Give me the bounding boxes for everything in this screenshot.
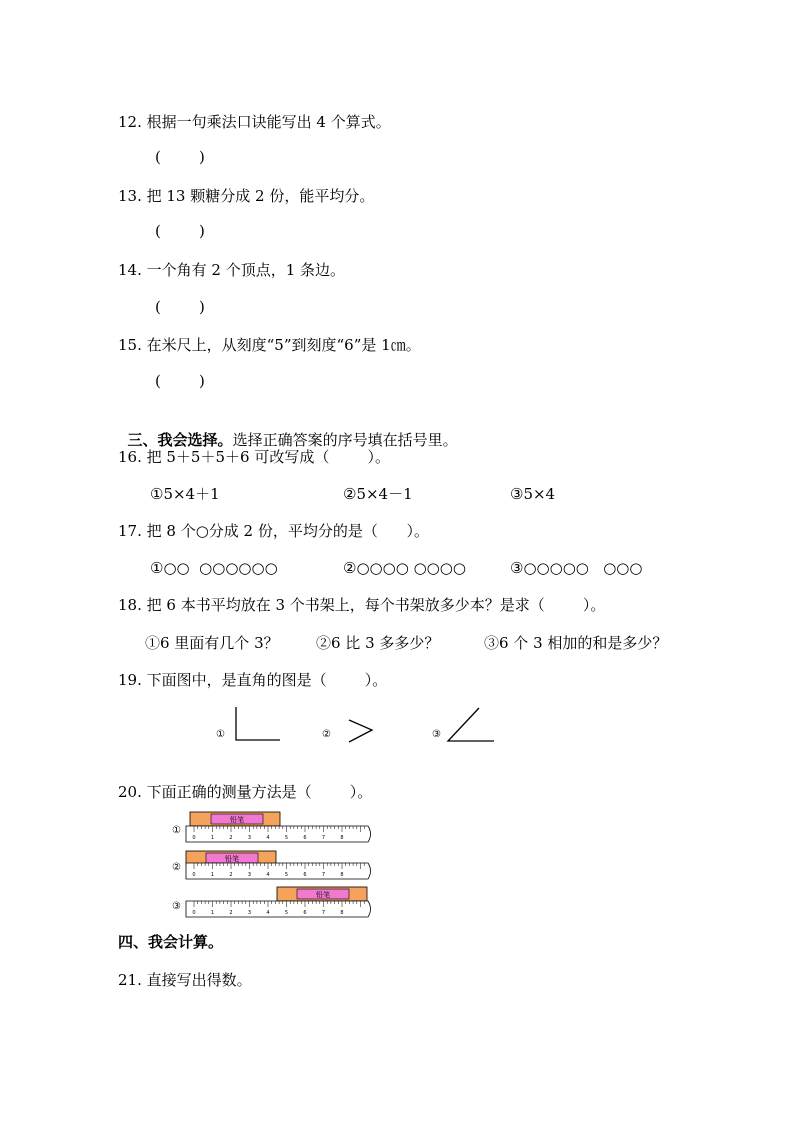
ruler-number: 5: [284, 910, 289, 916]
right-angle-figure: [234, 706, 284, 742]
q16-option-1[interactable]: ①5×4＋1: [150, 485, 220, 503]
ruler-measure-option-2: [185, 848, 375, 880]
question-17: 17. 把 8 个○分成 2 份，平均分的是（ ）。: [118, 522, 429, 540]
question-14: 14. 一个角有 2 个顶点，1 条边。: [118, 261, 346, 279]
q19-label-3[interactable]: ③: [432, 729, 441, 740]
ruler-number: 7: [321, 910, 326, 916]
q17-option-1[interactable]: ①○○ ○○○○○○: [150, 559, 278, 577]
answer-blank-12[interactable]: ( ): [155, 148, 205, 166]
ruler-number: 3: [247, 835, 252, 841]
q18-option-1[interactable]: ①6 里面有几个 3？: [145, 634, 279, 652]
q16-option-2[interactable]: ②5×4－1: [343, 485, 413, 503]
ruler-number: 5: [284, 835, 289, 841]
section-3-heading: [118, 410, 458, 450]
question-20: 20. 下面正确的测量方法是（ ）。: [118, 783, 373, 801]
ruler-number: 7: [321, 835, 326, 841]
ruler-number: 1: [210, 835, 215, 841]
ruler-number: 0: [192, 872, 196, 878]
q17-option-2[interactable]: ②○○○○ ○○○○: [343, 559, 466, 577]
q20-label-3[interactable]: ③: [172, 901, 181, 912]
q18-option-3[interactable]: ③6 个 3 相加的和是多少？: [484, 634, 668, 652]
ruler-number: 4: [266, 910, 270, 916]
ruler-number: 4: [266, 835, 270, 841]
question-18: 18. 把 6 本书平均放在 3 个书架上，每个书架放多少本？是求（ ）。: [118, 596, 606, 614]
question-15: 15. 在米尺上，从刻度“5”到刻度“6”是 1㎝。: [118, 336, 421, 354]
ruler-number: 3: [247, 872, 252, 878]
q19-label-2[interactable]: ②: [322, 729, 331, 740]
ruler-icon: [186, 826, 371, 842]
question-12: 12. 根据一句乘法口诀能写出 4 个算式。: [118, 113, 391, 131]
ruler-number: 8: [340, 835, 344, 841]
section-4-title: 四、我会计算。: [118, 933, 224, 951]
section-3-title: 三、我会选择。: [127, 431, 233, 449]
ruler-number: 1: [210, 872, 215, 878]
ruler-number: 6: [303, 872, 307, 878]
ruler-number: 2: [229, 835, 233, 841]
question-16: 16. 把 5＋5＋5＋6 可改写成（ ）。: [118, 448, 390, 466]
ruler-number: 7: [321, 872, 326, 878]
ruler-number: 2: [229, 910, 233, 916]
ruler-icon: [186, 901, 371, 917]
question-21: 21. 直接写出得数。: [118, 971, 252, 989]
pencil-label: 铅笔: [316, 891, 330, 899]
ruler-number: 6: [303, 835, 307, 841]
acute-angle-figure: [346, 718, 376, 744]
pencil-label: 铅笔: [225, 855, 239, 863]
q16-option-3[interactable]: ③5×4: [510, 485, 556, 503]
q18-option-2[interactable]: ②6 比 3 多多少？: [316, 634, 440, 652]
q20-label-1[interactable]: ①: [172, 825, 181, 836]
ruler-number: 6: [303, 910, 307, 916]
question-13: 13. 把 13 颗糖分成 2 份，能平均分。: [118, 187, 375, 205]
slanted-angle-figure: [446, 706, 496, 744]
ruler-number: 0: [192, 910, 196, 916]
ruler-number: 2: [229, 872, 233, 878]
q17-option-3[interactable]: ③○○○○○ ○○○: [510, 559, 643, 577]
ruler-number: 8: [340, 872, 344, 878]
ruler-number: 3: [247, 910, 252, 916]
answer-blank-14[interactable]: ( ): [155, 298, 205, 316]
ruler-number: 4: [266, 872, 270, 878]
pencil-label: 铅笔: [230, 816, 244, 824]
pencil-icon: [190, 812, 280, 826]
pencil-icon: [277, 887, 367, 901]
ruler-measure-option-1: [185, 811, 375, 843]
ruler-number: 0: [192, 835, 196, 841]
ruler-number: 1: [210, 910, 215, 916]
answer-blank-15[interactable]: ( ): [155, 372, 205, 390]
section-3-instruction: 选择正确答案的序号填在括号里。: [232, 431, 458, 449]
ruler-number: 5: [284, 872, 289, 878]
ruler-number: 8: [340, 910, 344, 916]
answer-blank-13[interactable]: ( ): [155, 222, 205, 240]
ruler-measure-option-3: [185, 886, 375, 918]
ruler-icon: [186, 863, 371, 879]
q19-label-1[interactable]: ①: [216, 729, 225, 740]
q20-label-2[interactable]: ②: [172, 862, 181, 873]
question-19: 19. 下面图中，是直角的图是（ ）。: [118, 671, 388, 689]
